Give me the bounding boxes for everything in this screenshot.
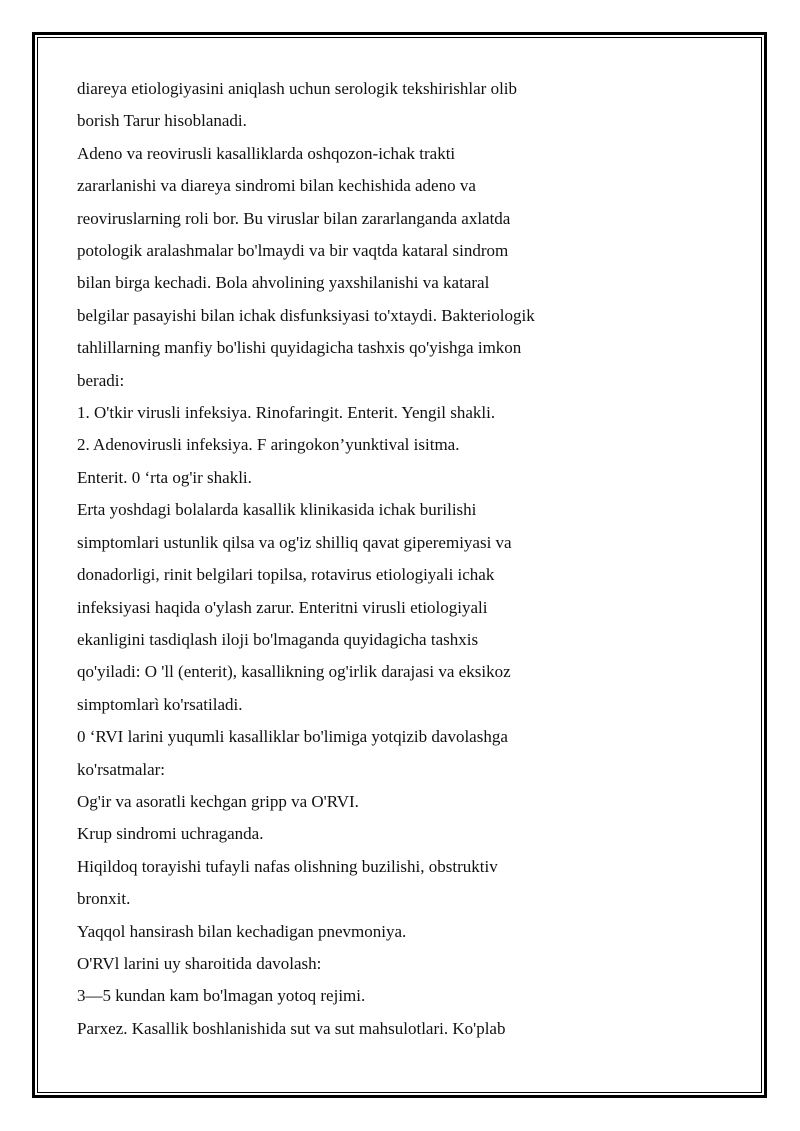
text-line: Hiqildoq torayishi tufayli nafas olishning buzilishi, obstruktiv: [77, 856, 498, 876]
text-line: Og'ir va asoratli kechgan gripp va O'RVI.: [77, 791, 359, 811]
text-line: 0 ‘RVI larini yuqumli kasalliklar bo'limiga yotqizib davolashga: [77, 727, 508, 747]
text-line: ko'rsatmalar:: [77, 759, 166, 779]
text-line: tahlillarning manfiy bo'lishi quyidagicha tashxis qo'yishga imkon: [77, 338, 522, 358]
text-line: infeksiyasi haqida o'ylash zarur. Enteritni virusli etiologiyali: [77, 597, 488, 617]
text-line: borish Tarur hisoblanadi.: [77, 111, 247, 131]
text-line: simptomlarì ko'rsatiladi.: [77, 694, 243, 714]
text-line: Adeno va reovirusli kasalliklarda oshqozon-ichak trakti: [77, 143, 456, 163]
text-line: beradi:: [77, 370, 125, 390]
text-line: 2. Adenovirusli infeksiya. F aringokon’yunktival isitma.: [77, 435, 460, 455]
text-line: bronxit.: [77, 889, 131, 909]
text-line: Enterit. 0 ‘rta og'ir shakli.: [77, 467, 252, 487]
text-line: reoviruslarning roli bor. Bu viruslar bilan zararlanganda axlatda: [77, 208, 511, 228]
text-line: Krup sindromi uchraganda.: [77, 824, 264, 844]
text-line: O'RVl larini uy sharoitida davolash:: [77, 953, 322, 973]
text-line: zararlanishi va diareya sindromi bilan kechishida adeno va: [77, 176, 476, 196]
text-line: qo'yiladi: O 'll (enterit), kasallikning og'irlik darajasi va eksikoz: [77, 662, 511, 682]
text-line: Parxez. Kasallik boshlanishida sut va sut mahsulotlari. Ko'plab: [77, 1018, 506, 1038]
text-line: belgilar pasayishi bilan ichak disfunksiyasi to'xtaydi. Bakteriologik: [77, 305, 535, 325]
text-line: 1. O'tkir virusli infeksiya. Rinofaringit. Enterit. Yengil shakli.: [77, 403, 496, 423]
text-line: donadorligi, rinit belgilari topilsa, rotavirus etiologiyali ichak: [77, 565, 495, 585]
text-line: bilan birga kechadi. Bola ahvolining yaxshilanishi va kataral: [77, 273, 490, 293]
text-line: diareya etiologiyasini aniqlash uchun serologik tekshirishlar olib: [77, 79, 518, 98]
text-line: ekanligini tasdiqlash iloji bo'lmaganda quyidagicha tashxis: [77, 629, 479, 649]
text-line: potologik aralashmalar bo'lmaydi va bir vaqtda kataral sindrom: [77, 241, 509, 261]
text-line: simptomlari ustunlik qilsa va og'iz shilliq qavat giperemiyasi va: [77, 532, 512, 552]
text-line: Erta yoshdagi bolalarda kasallik klinikasida ichak burilishi: [77, 500, 477, 520]
text-line: 3—5 kundan kam bo'lmagan yotoq rejimi.: [77, 986, 366, 1006]
text-line: Yaqqol hansirash bilan kechadigan pnevmoniya.: [77, 921, 407, 941]
document-body: [77, 73, 717, 1045]
